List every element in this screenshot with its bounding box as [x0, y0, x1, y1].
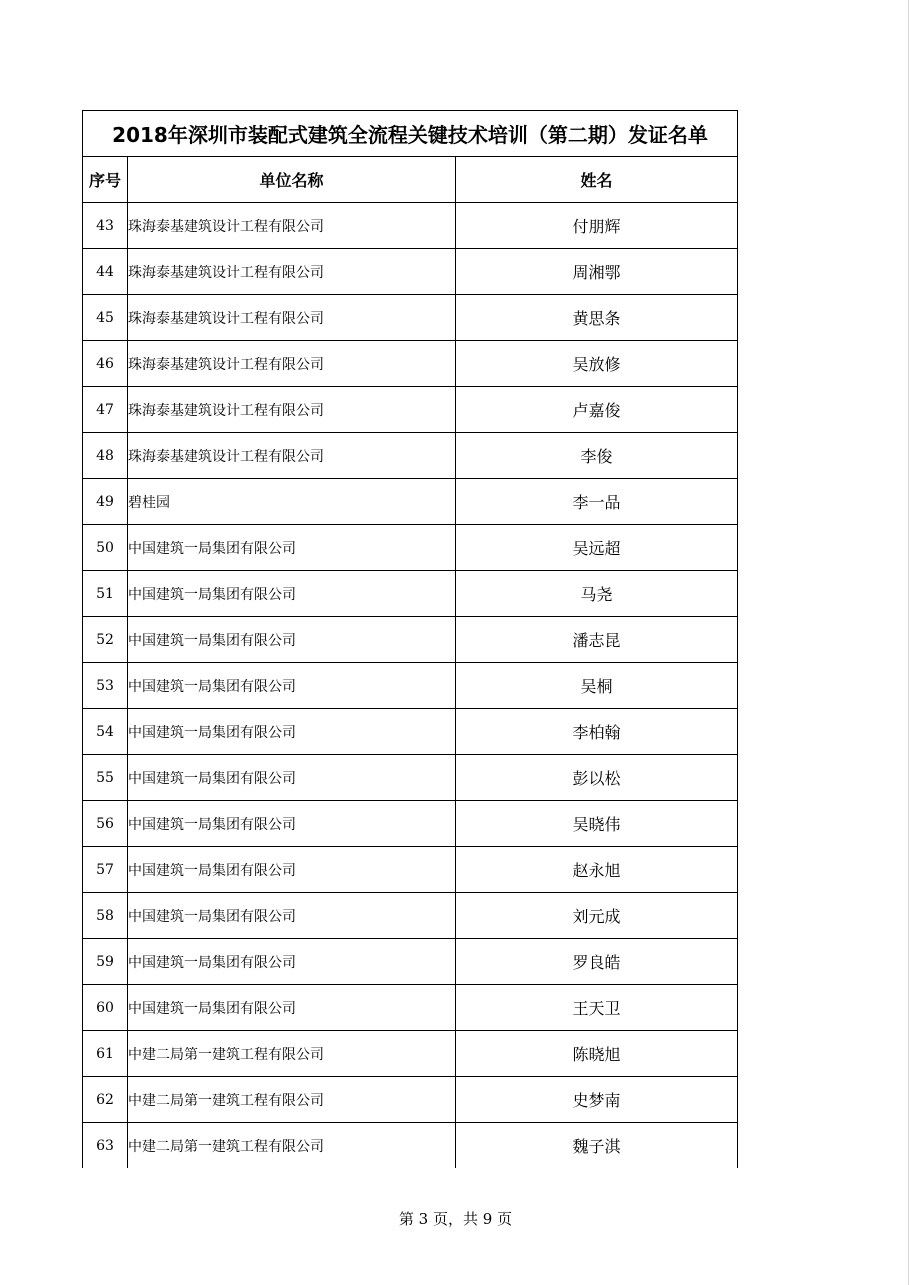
row-index: 53 [83, 663, 128, 709]
row-unit: 中国建筑一局集团有限公司 [128, 709, 456, 755]
table-title: 2018年深圳市装配式建筑全流程关键技术培训（第二期）发证名单 [83, 111, 738, 157]
table-row [83, 663, 738, 709]
row-name: 王天卫 [456, 985, 738, 1031]
row-name: 罗良皓 [456, 939, 738, 985]
row-unit: 中国建筑一局集团有限公司 [128, 571, 456, 617]
row-index: 44 [83, 249, 128, 295]
row-unit: 中国建筑一局集团有限公司 [128, 893, 456, 939]
page-edge [908, 0, 909, 1285]
row-unit: 珠海泰基建筑设计工程有限公司 [128, 203, 456, 249]
row-name: 史梦南 [456, 1077, 738, 1123]
row-index: 57 [83, 847, 128, 893]
table-row [83, 295, 738, 341]
row-name: 李俊 [456, 433, 738, 479]
table-row [83, 755, 738, 801]
row-name: 彭以松 [456, 755, 738, 801]
row-unit: 中国建筑一局集团有限公司 [128, 755, 456, 801]
row-name: 吴远超 [456, 525, 738, 571]
row-index: 46 [83, 341, 128, 387]
table-row [83, 617, 738, 663]
row-unit: 中国建筑一局集团有限公司 [128, 801, 456, 847]
table-row [83, 479, 738, 525]
table-row [83, 571, 738, 617]
row-name: 卢嘉俊 [456, 387, 738, 433]
row-unit: 珠海泰基建筑设计工程有限公司 [128, 341, 456, 387]
row-name: 吴桐 [456, 663, 738, 709]
table-row [83, 893, 738, 939]
row-unit: 中国建筑一局集团有限公司 [128, 939, 456, 985]
table-row [83, 525, 738, 571]
row-unit: 中国建筑一局集团有限公司 [128, 617, 456, 663]
row-unit: 中建二局第一建筑工程有限公司 [128, 1031, 456, 1077]
row-index: 49 [83, 479, 128, 525]
table-row [83, 1031, 738, 1077]
row-name: 付朋辉 [456, 203, 738, 249]
table-row [83, 387, 738, 433]
row-unit: 中国建筑一局集团有限公司 [128, 847, 456, 893]
row-unit: 中国建筑一局集团有限公司 [128, 985, 456, 1031]
table-row [83, 709, 738, 755]
row-name: 李一品 [456, 479, 738, 525]
row-index: 43 [83, 203, 128, 249]
row-unit: 中国建筑一局集团有限公司 [128, 525, 456, 571]
row-name: 李柏翰 [456, 709, 738, 755]
row-index: 63 [83, 1123, 128, 1169]
row-name: 周湘鄂 [456, 249, 738, 295]
column-header-unit: 单位名称 [128, 157, 456, 203]
table-row [83, 433, 738, 479]
row-name: 马尧 [456, 571, 738, 617]
table-body [83, 203, 738, 1169]
table-row [83, 847, 738, 893]
row-name: 吴晓伟 [456, 801, 738, 847]
row-index: 51 [83, 571, 128, 617]
row-name: 赵永旭 [456, 847, 738, 893]
row-unit: 中建二局第一建筑工程有限公司 [128, 1077, 456, 1123]
table-row [83, 939, 738, 985]
row-name: 吴放修 [456, 341, 738, 387]
row-unit: 珠海泰基建筑设计工程有限公司 [128, 295, 456, 341]
row-index: 50 [83, 525, 128, 571]
table-row [83, 1077, 738, 1123]
row-name: 潘志昆 [456, 617, 738, 663]
row-index: 45 [83, 295, 128, 341]
table-row [83, 341, 738, 387]
row-index: 55 [83, 755, 128, 801]
row-index: 60 [83, 985, 128, 1031]
row-index: 56 [83, 801, 128, 847]
row-unit: 中国建筑一局集团有限公司 [128, 663, 456, 709]
row-unit: 珠海泰基建筑设计工程有限公司 [128, 433, 456, 479]
row-name: 魏子淇 [456, 1123, 738, 1169]
row-index: 47 [83, 387, 128, 433]
table-row [83, 1123, 738, 1169]
row-unit: 碧桂园 [128, 479, 456, 525]
row-name: 刘元成 [456, 893, 738, 939]
row-index: 48 [83, 433, 128, 479]
table-row [83, 203, 738, 249]
row-unit: 中建二局第一建筑工程有限公司 [128, 1123, 456, 1169]
row-unit: 珠海泰基建筑设计工程有限公司 [128, 387, 456, 433]
certificate-roster-table [82, 110, 738, 1168]
row-index: 59 [83, 939, 128, 985]
table-row [83, 249, 738, 295]
row-name: 黄思条 [456, 295, 738, 341]
row-index: 54 [83, 709, 128, 755]
row-index: 62 [83, 1077, 128, 1123]
row-index: 52 [83, 617, 128, 663]
table-row [83, 985, 738, 1031]
row-index: 61 [83, 1031, 128, 1077]
table-row [83, 801, 738, 847]
row-index: 58 [83, 893, 128, 939]
column-header-name: 姓名 [456, 157, 738, 203]
row-name: 陈晓旭 [456, 1031, 738, 1077]
column-header-index: 序号 [83, 157, 128, 203]
row-unit: 珠海泰基建筑设计工程有限公司 [128, 249, 456, 295]
page-footer: 第 3 页，共 9 页 [398, 1210, 513, 1228]
